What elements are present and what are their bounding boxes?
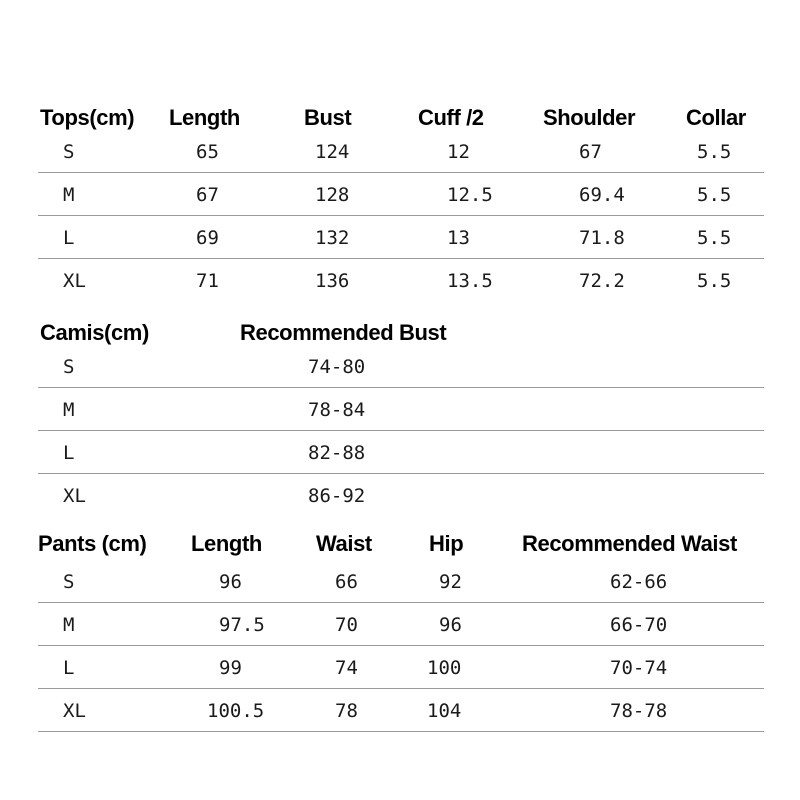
tops-row-shoulder: 67	[579, 141, 602, 163]
pants-row-length: 100.5	[207, 700, 265, 722]
tops-row-cuff: 13	[447, 227, 470, 249]
tops-row-size: L	[63, 227, 75, 249]
camis-row-recommended-bust: 82-88	[308, 442, 366, 464]
row-divider	[38, 731, 764, 732]
camis-row-size: M	[63, 399, 75, 421]
pants-row-waist: 74	[335, 657, 358, 679]
pants-row-recommended-waist: 78-78	[610, 700, 668, 722]
pants-row-recommended-waist: 70-74	[610, 657, 668, 679]
tops-header-shoulder: Shoulder	[543, 105, 636, 130]
tops-row-bust: 124	[315, 141, 350, 163]
row-divider	[38, 688, 764, 689]
tops-row-size: M	[63, 184, 75, 206]
pants-header-recommended-waist: Recommended Waist	[522, 531, 737, 556]
tops-row-cuff: 13.5	[447, 270, 493, 292]
pants-row-hip: 100	[427, 657, 462, 679]
pants-row-waist: 70	[335, 614, 358, 636]
camis-row-recommended-bust: 74-80	[308, 356, 366, 378]
tops-row-shoulder: 72.2	[579, 270, 625, 292]
pants-row-recommended-waist: 66-70	[610, 614, 668, 636]
row-divider	[38, 473, 764, 474]
pants-header-waist: Waist	[316, 531, 372, 556]
tops-row-collar: 5.5	[697, 270, 732, 292]
camis-row-size: L	[63, 442, 75, 464]
pants-row-waist: 66	[335, 571, 358, 593]
tops-row-size: S	[63, 141, 75, 163]
pants-header-hip: Hip	[429, 531, 464, 556]
tops-row-bust: 128	[315, 184, 350, 206]
row-divider	[38, 172, 764, 173]
camis-row-recommended-bust: 78-84	[308, 399, 366, 421]
tops-section-title: Tops(cm)	[40, 105, 135, 130]
tops-row-size: XL	[63, 270, 86, 292]
tops-row-length: 65	[196, 141, 219, 163]
tops-row-length: 67	[196, 184, 219, 206]
pants-row-size: S	[63, 571, 75, 593]
tops-header-cuff: Cuff /2	[418, 105, 484, 130]
tops-row-shoulder: 69.4	[579, 184, 625, 206]
pants-row-size: M	[63, 614, 75, 636]
pants-row-length: 97.5	[219, 614, 265, 636]
pants-section-title: Pants (cm)	[38, 531, 147, 556]
pants-row-hip: 104	[427, 700, 462, 722]
tops-row-bust: 132	[315, 227, 350, 249]
camis-row-recommended-bust: 86-92	[308, 485, 366, 507]
pants-row-size: L	[63, 657, 75, 679]
row-divider	[38, 430, 764, 431]
row-divider	[38, 215, 764, 216]
pants-row-hip: 96	[439, 614, 462, 636]
camis-row-size: XL	[63, 485, 86, 507]
tops-row-cuff: 12.5	[447, 184, 493, 206]
camis-row-size: S	[63, 356, 75, 378]
tops-row-collar: 5.5	[697, 141, 732, 163]
tops-row-length: 69	[196, 227, 219, 249]
tops-row-shoulder: 71.8	[579, 227, 625, 249]
tops-row-bust: 136	[315, 270, 350, 292]
tops-row-collar: 5.5	[697, 184, 732, 206]
row-divider	[38, 602, 764, 603]
pants-row-size: XL	[63, 700, 86, 722]
pants-row-hip: 92	[439, 571, 462, 593]
tops-header-length: Length	[169, 105, 240, 130]
camis-header-recommended-bust: Recommended Bust	[240, 320, 447, 345]
tops-row-collar: 5.5	[697, 227, 732, 249]
pants-row-length: 96	[219, 571, 242, 593]
pants-header-length: Length	[191, 531, 262, 556]
tops-header-bust: Bust	[304, 105, 352, 130]
camis-section-title: Camis(cm)	[40, 320, 149, 345]
pants-row-waist: 78	[335, 700, 358, 722]
tops-row-length: 71	[196, 270, 219, 292]
row-divider	[38, 387, 764, 388]
row-divider	[38, 645, 764, 646]
tops-header-collar: Collar	[686, 105, 746, 130]
row-divider	[38, 258, 764, 259]
pants-row-length: 99	[219, 657, 242, 679]
pants-row-recommended-waist: 62-66	[610, 571, 668, 593]
tops-row-cuff: 12	[447, 141, 470, 163]
